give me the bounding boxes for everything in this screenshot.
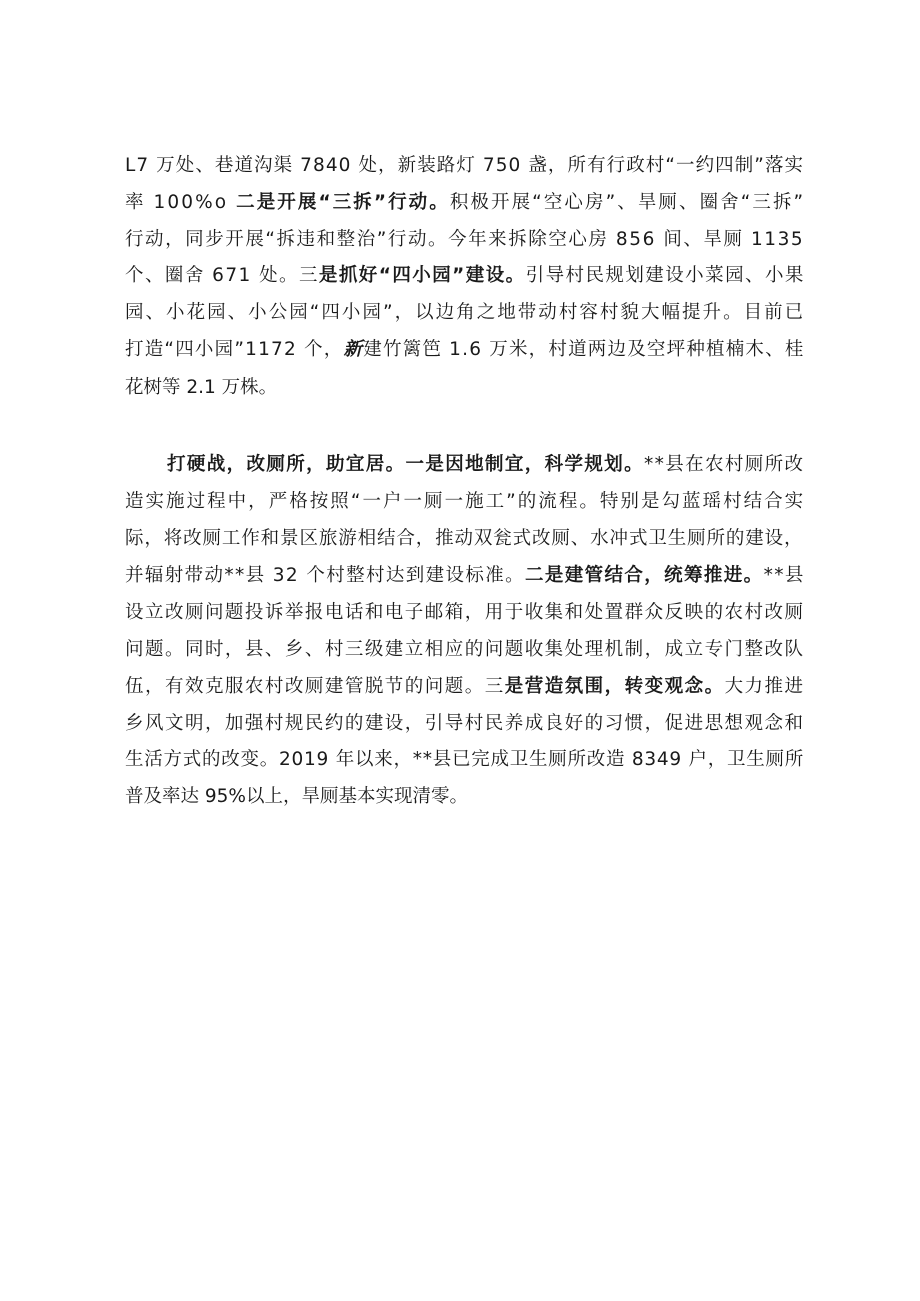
paragraph-2-line [125, 780, 803, 814]
text-run: 设立改厕问题投诉举报电话和电子邮箱，用于收集和处置群众反映的农村改厕 [125, 602, 805, 623]
line-text [125, 670, 805, 704]
paragraph-1-line [125, 186, 806, 220]
line-text [125, 149, 804, 183]
paragraph-2-line [125, 670, 803, 704]
text-run: 并辐射带动**县 32 个村整村达到建设标准。 [125, 565, 526, 586]
text-run: **县 [763, 565, 805, 586]
text-run: 打造“四小园”1172 个， [125, 339, 344, 360]
paragraph-2-line [125, 522, 803, 556]
text-run: 园、小花园、小公园“四小园”，以边角之地带动村容村貌大幅提升。目前已 [125, 302, 806, 323]
text-run: 际，将改厕工作和景区旅游相结合，推动双瓮式改厕、水冲式卫生厕所的建设， [125, 528, 804, 549]
text-run: 伍，有效克服农村改厕建管脱节的问题。三 [125, 676, 505, 697]
paragraph-2-line [125, 485, 806, 519]
paragraph-2-line [125, 633, 803, 667]
text-run: 积极开展“空心房”、旱厕、圈舍“三拆” [449, 192, 806, 213]
paragraph-1-line [125, 296, 806, 330]
paragraph-2-line [125, 743, 803, 777]
paragraph-1-line [125, 259, 803, 293]
emphasis-run: 是营造氛围，转变观念。 [504, 676, 725, 697]
line-text [167, 448, 804, 482]
paragraph-2-line [167, 448, 803, 482]
line-text [125, 223, 804, 257]
paragraph-1-line [125, 223, 803, 257]
emphasis-run: 打硬战，改厕所，助宜居。一是因地制宜，科学规划。 [167, 454, 645, 475]
text-run: 引导村民规划建设小菜园、小果 [525, 265, 805, 286]
paragraph-1-line [125, 149, 803, 183]
line-text [125, 786, 468, 807]
line-text [125, 596, 805, 630]
line-text [125, 743, 804, 777]
line-text [125, 377, 277, 398]
text-run: 生活方式的改变。2019 年以来，**县已完成卫生厕所改造 8349 户，卫生厕所 [125, 749, 805, 770]
text-run: 行动，同步开展“拆违和整治”行动。今年来拆除空心房 856 间、旱厕 1135 [125, 229, 805, 250]
text-run: **县在农村厕所改 [644, 454, 805, 475]
text-run: 造实施过程中，严格按照“一户一厕一施工”的流程。特别是勾蓝瑶村结合实 [125, 491, 806, 512]
emphasis-run: 二是开展“三拆”行动。 [236, 192, 450, 213]
line-text [125, 259, 805, 293]
line-text [125, 559, 805, 593]
line-text [125, 485, 805, 519]
line-text [125, 707, 805, 741]
paragraph-2-line [125, 596, 803, 630]
text-run: 乡风文明，加强村规民约的建设，引导村民养成良好的习惯，促进思想观念和 [125, 713, 805, 734]
text-run: 率 100%o [125, 192, 237, 213]
paragraph-1-line [125, 371, 803, 405]
text-run: 个、圈舍 671 处。三 [125, 265, 319, 286]
line-text [125, 522, 803, 556]
paragraph-1-line [125, 333, 803, 367]
text-run: 建竹篱笆 1.6 万米，村道两边及空坪种植楠木、桂 [363, 339, 805, 360]
text-run: 花树等 2.1 万株。 [125, 377, 278, 398]
line-text [125, 333, 805, 367]
emphasis-run: 是抓好“四小园”建设。 [318, 265, 526, 286]
line-text [125, 633, 805, 667]
line-text [125, 186, 805, 220]
text-run: 大力推进 [724, 676, 805, 697]
paragraph-2-line [125, 559, 803, 593]
paragraph-2-line [125, 707, 803, 741]
line-text [125, 296, 805, 330]
emphasis-run: 新 [343, 339, 364, 360]
text-run: L7 万处、巷道沟渠 7840 处，新装路灯 750 盏，所有行政村“一约四制”落实 [125, 155, 805, 176]
emphasis-run: 二是建管结合，统筹推进。 [525, 565, 764, 586]
text-run: 普及率达 95%以上，旱厕基本实现清零。 [125, 786, 469, 807]
text-run: 问题。同时，县、乡、村三级建立相应的问题收集处理机制，成立专门整改队 [125, 639, 805, 660]
